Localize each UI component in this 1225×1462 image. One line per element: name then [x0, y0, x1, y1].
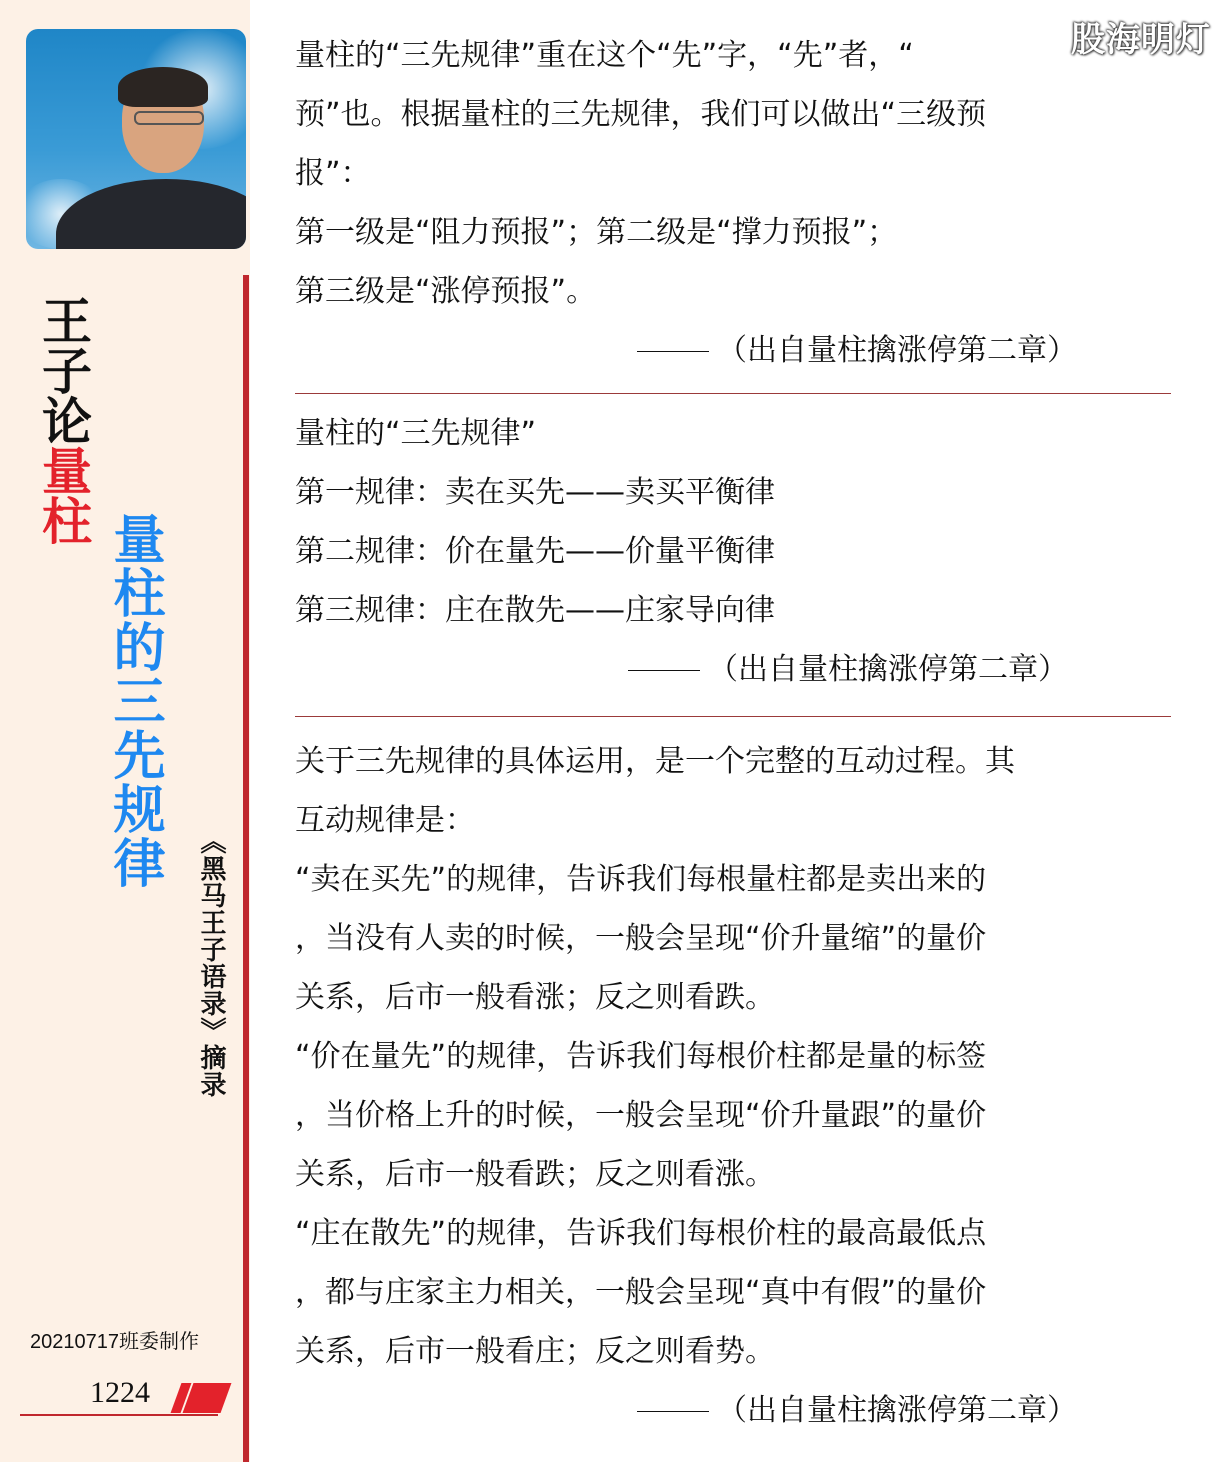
sidebar	[0, 0, 250, 1462]
text-line: 预”也。根据量柱的三先规律，我们可以做出“三级预	[295, 97, 987, 132]
citation-text: （出自量柱擒涨停第二章）	[717, 333, 1077, 368]
text-line: 第一级是“阻力预报”；第二级是“撑力预报”；	[295, 215, 898, 250]
text-line: 第二规律：价在量先——价量平衡律	[295, 534, 775, 569]
em-dash	[637, 351, 709, 352]
text-line: 关系，后市一般看跌；反之则看涨。	[295, 1157, 775, 1192]
credit-text: 20210717班委制作	[30, 1331, 199, 1353]
citation	[637, 331, 1077, 371]
page-decoration	[183, 1383, 232, 1413]
page-number: 1224	[90, 1376, 150, 1409]
text-line: 关系，后市一般看涨；反之则看跌。	[295, 980, 775, 1015]
section-divider	[295, 716, 1171, 717]
section-divider	[295, 393, 1171, 394]
citation	[637, 1391, 1077, 1431]
series-title	[34, 295, 93, 545]
text-line: 量柱的“三先规律”重在这个“先”字，“先”者，“	[295, 38, 914, 73]
text-line: 第三级是“涨停预报”。	[295, 274, 597, 309]
portrait-glasses	[134, 111, 204, 125]
text-line: 互动规律是：	[295, 803, 475, 838]
citation	[628, 650, 1068, 690]
series-title-red: 量柱	[34, 445, 93, 545]
text-line: 第一规律：卖在买先——卖买平衡律	[295, 475, 775, 510]
text-line: “卖在买先”的规律，告诉我们每根量柱都是卖出来的	[295, 862, 987, 897]
text-line: ，当没有人卖的时候，一般会呈现“价升量缩”的量价	[295, 921, 987, 956]
watermark: 股海明灯	[1071, 20, 1211, 60]
text-line: 关于三先规律的具体运用，是一个完整的互动过程。其	[295, 744, 1015, 779]
citation-text: （出自量柱擒涨停第二章）	[708, 652, 1068, 687]
author-photo	[26, 29, 246, 249]
text-line: “价在量先”的规律，告诉我们每根价柱都是量的标签	[295, 1039, 987, 1074]
series-title-black: 王子论	[34, 295, 93, 445]
text-line: ，当价格上升的时候，一般会呈现“价升量跟”的量价	[295, 1098, 987, 1133]
citation-text: （出自量柱擒涨停第二章）	[717, 1393, 1077, 1428]
text-line: 量柱的“三先规律”	[295, 416, 537, 451]
text-line: 关系，后市一般看庄；反之则看势。	[295, 1334, 775, 1369]
page-underline	[20, 1414, 218, 1416]
text-line: 报”：	[295, 156, 371, 191]
article-title: 量柱的三先规律	[104, 512, 165, 890]
portrait-hair	[118, 67, 208, 107]
em-dash	[628, 670, 700, 671]
vertical-red-divider	[243, 275, 249, 1462]
text-line: 第三规律：庄在散先——庄家导向律	[295, 593, 775, 628]
em-dash	[637, 1411, 709, 1412]
text-line: “庄在散先”的规律，告诉我们每根价柱的最高最低点	[295, 1216, 987, 1251]
source-label: 《黑马王子语录》摘录	[196, 828, 226, 1098]
text-line: ，都与庄家主力相关，一般会呈现“真中有假”的量价	[295, 1275, 987, 1310]
